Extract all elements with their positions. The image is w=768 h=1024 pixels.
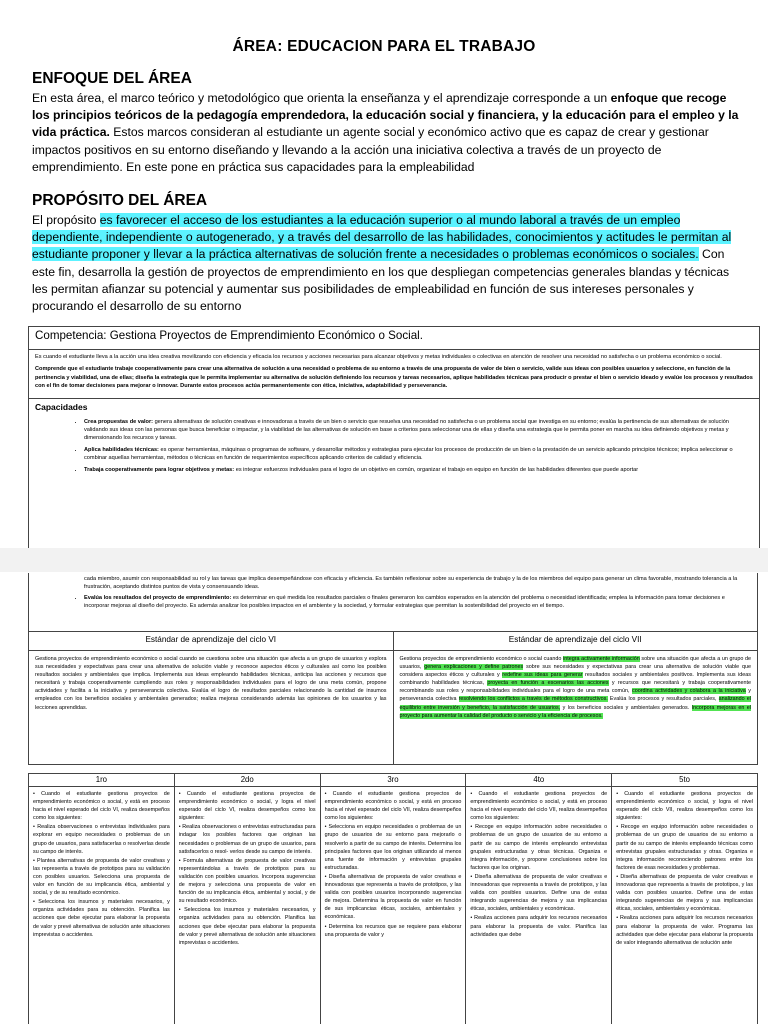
desempeno-item: • Recoge en equipo información sobre necesidades o problemas de un grupo de usuarios de su entorno a partir de su campo de interés empleando entrevistas grupales estructuradas y otras técnicas. Organiza e integra información, y propone conclusiones sobre los factores que los originan. xyxy=(470,824,608,871)
enfoque-heading: ENFOQUE DEL ÁREA xyxy=(32,70,192,87)
desempeno-item: • Cuando el estudiante gestiona proyectos de emprendimiento económico o social, y está en proceso hacia el nivel esperado del ciclo VII, realiza desempeños como los siguientes: xyxy=(470,791,608,822)
desempeno-item: • Selecciona en equipo necesidades o problemas de un grupo de usuarios de su entorno para mejorarlo o resolverlo a partir de su campo de interés. Determina los principales factores que los originan utilizando al menos una fuente de información y entrevistas grupales estructuradas. xyxy=(324,824,462,871)
highlighted-text: proyecta en función a escenarios las acciones xyxy=(487,680,609,687)
capacidad-text: genera alternativas de solución creativas e innovadoras a través de un bien o servicio que resuelva una necesidad no satisfecha o un problema social que investiga en su entorno; evalúa la pertinencia de sus alternativas de solución validando sus ideas con las personas que busca beneficiar o impactar, y la viabilidad de las alternativas de solución en base a criterios para seleccionar una de ellas y diseña una estrategia que le permita poner en marcha su idea definiendo objetivos y metas y dimensionando los recursos y tareas. xyxy=(84,418,729,442)
grade-column xyxy=(612,787,757,1024)
desempeno-item: • Cuando el estudiante gestiona proyectos de emprendimiento económico o social, y logra el nivel esperado del ciclo VII, realiza desempeños como los siguientes: xyxy=(616,791,753,822)
enfoque-intro: En esta área, el marco teórico y metodológico que orienta la enseñanza y el aprendizaje corresponde a un xyxy=(32,91,611,105)
grade-column xyxy=(175,787,321,1024)
competencia-p1: Es cuando el estudiante lleva a la acción una idea creativa movilizando con eficiencia y eficacia los recursos y acciones necesarias para alcanzar objetivos y metas individuales o colectivas en atención de resolver una necesidad no satisfecha o un problema económico o social. xyxy=(35,354,722,360)
capacidades-continuation xyxy=(28,573,758,631)
grade-header: 3ro xyxy=(321,774,467,786)
capacidad-text: es operar herramientas, máquinas o programas de software, y desarrollar métodos y estrategias para ejecutar los procesos de producción de un bien o la prestación de un servicio aplicando principios técnicos; implica seleccionar o combinar aquellas herramientas, métodos o técnicas en función de requerimientos específicos aplicando criterios de calidad y eficiencia. xyxy=(84,446,733,462)
highlighted-text: genera explicaciones y define patrones xyxy=(424,664,524,671)
standard-text: sobre sus necesidades y expectativas para crear una alternativa de solución viable que considera aspectos éticos y culturales y xyxy=(399,664,752,679)
capacidad-name: Trabaja cooperativamente para lograr objetivos y metas: xyxy=(84,466,235,473)
capacidad-item xyxy=(84,418,753,443)
desempeno-item: • Selecciona los insumos y materiales necesarios, y organiza actividades para su obtención. Planifica las acciones que debe ejecutar para elaborar la propuesta de valor y prevé alternativas de solución ante situaciones imprevistas o accidentes. xyxy=(178,907,316,946)
capacidad-name: Aplica habilidades técnicas: xyxy=(84,446,159,453)
capacidad-name: Evalúa los resultados del proyecto de emprendimiento: xyxy=(84,594,232,601)
desempeno-item: • Diseña alternativas de propuesta de valor creativas e innovadoras que representa a través de prototipos, y las valida con posibles usuarios incorporando sugerencias de mejora. Determina la propuesta de valor en función de sus implicancias éticas, sociales, ambientales y económicas. xyxy=(324,873,462,921)
competencia-description xyxy=(29,350,759,398)
desempeno-item: • Cuando el estudiante gestiona proyectos de emprendimiento económico o social, y está en proceso hacia el nivel esperado del ciclo VII, realiza desempeños como los siguientes: xyxy=(324,791,462,822)
standard-text: y recursos que necesitará y trabaja cooperativamente recombinando sus roles y responsabilidades individuales para el logro de una meta común, xyxy=(399,680,751,695)
grade-column xyxy=(466,787,612,1024)
standard-vii-text xyxy=(394,651,758,724)
standard-vi-text: Gestiona proyectos de emprendimiento económico o social cuando se cuestiona sobre una situación que afecta a un grupo de usuarios y explora sus necesidades y expectativas para crear una alternativa de solución viable y reconoce aspectos éticos y culturales así como los posibles resultados sociales y ambientales que implica. Implementa sus ideas empleando habilidades técnicas, anticipa las acciones y recursos que necesitará y trabaja cooperativamente cumpliendo sus roles y responsabilidades individuales para el logro de una meta común, propone actividades y facilita a la iniciativa y perseverancia colectiva. Evalúa el logro de resultados parciales relacionando la cantidad de insumos empleados con los beneficios sociales y ambientales generados; realiza mejoras considerando además las opiniones de los usuarios y las lecciones aprendidas. xyxy=(35,656,387,711)
standard-text: y perseverancia colectiva xyxy=(399,688,751,703)
enfoque-bold: enfoque que recoge los principios teóricos de la pedagogía emprendedora, la educación social y financiera, y la educación para el empleo y la vida práctica. xyxy=(32,91,739,140)
desempeno-item: • Diseña alternativas de propuesta de valor creativas e innovadoras que representa a través de prototipos, y las valida con posibles usuarios. Define una de estas integrando sugerencias de mejora y sus implicancias éticas, sociales, ambientales y económicas. xyxy=(470,873,608,913)
enfoque-paragraph xyxy=(32,90,740,176)
capacidad-text: es integrar esfuerzos individuales para el logro de un objetivo en común, organizar el trabajo en equipo en función de las habilidades diferentes que puede aportar xyxy=(234,466,639,473)
enfoque-rest: Estos marcos consideran al estudiante un agente social y económico activo que es capaz de crear y gestionar impactos positivos en su entorno diseñando y llevando a la acción una iniciativa colectiva a través de un proyecto de emprendimiento. En este pone en práctica sus capacidades para la empleabilidad xyxy=(32,125,709,174)
proposito-highlight: es favorecer el acceso de los estudiantes a la educación superior o al mundo laboral a través de un empleo dependiente, independiente o autogenerado, y a través del desarrollo de las habilidades, conocimientos y actitudes le permitan al estudiante proponer y llevar a la práctica alternativas de solución frente a necesidades o problemas económicos o sociales. xyxy=(32,213,732,262)
grade-desempenos xyxy=(28,787,758,1024)
standard-vii-heading: Estándar de aprendizaje del ciclo VII xyxy=(394,632,758,651)
capacidades-list xyxy=(29,416,759,474)
capacidad-item xyxy=(84,466,753,474)
competencia-box xyxy=(28,326,760,549)
standard-text: resultados sociales y ambientales positivos. Implementa sus ideas combinando habilidades técnicas, xyxy=(399,672,751,687)
standard-text: y los beneficios sociales y ambientales generados. xyxy=(560,704,692,711)
proposito-rest: Con este fin, desarrolla la gestión de proyectos de emprendimiento en los que despliegan competencias generales blandas y técnicas les permitan afianzar su potencial y aumentar sus posibilidades de empleabilidad en función de sus intereses personales y procurando el desarrollo de su entorno xyxy=(32,247,730,314)
capacidad-continuation-text xyxy=(84,575,751,592)
proposito-start: El propósito xyxy=(32,213,100,227)
desempeno-item: • Realiza observaciones o entrevistas estructuradas para indagar los posibles factores que originan las necesidades o problemas de un grupo de usuarios, para satisfacerlos o resol- verlos desde su campo de interés. xyxy=(178,824,316,855)
grade-column xyxy=(29,787,175,1024)
desempeno-item: • Realiza observaciones o entrevistas individuales para explorar en equipo necesidades o problemas de un grupo de usuarios, para satisfacerlas o resolverlas desde su campo de interés. xyxy=(33,824,170,855)
standard-text: Evalúa los procesos y resultados parciales, xyxy=(607,696,719,703)
capacidad-text: es determinar en qué medida los resultados parciales o finales generaron los cambios esperados en la atención del problema o necesidad identificada; emplea la información para tomar decisiones e incorporar mejoras al diseño del proyecto. Es además analizar los posibles impactos en el ambiente y la sociedad, y formular estrategias que permitan la sostenibilidad del proyecto en el tiempo. xyxy=(84,594,725,610)
standard-text: Gestiona proyectos de emprendimiento económico o social cuando xyxy=(399,656,563,662)
desempeno-item: • Diseña alternativas de propuesta de valor creativas e innovadoras que representa a través de prototipos, y las valida con posibles usuarios. Define una de estas integrando sugerencias de mejora y sus implicancias éticas, sociales, ambientales y económicas. xyxy=(616,873,753,913)
standard-ciclo-vi xyxy=(29,632,394,764)
capacidad-text: cada miembro, asumir con responsabilidad su rol y las tareas que implica desempeñándose con eficacia y eficiencia. Es también reflexionar sobre su experiencia de trabajo y la de los miembros del equipo para generar un clima favorable, mostrando tolerancia a la frustración, aceptando distintos puntos de vista y consensuando ideas. xyxy=(84,576,738,591)
highlighted-text: Incorpora mejoras en el proyecto para aumentar la calidad del producto o servicio y la eficiencia de procesos. xyxy=(399,704,751,719)
desempeno-item: • Determina los recursos que se requiere para elaborar una propuesta de valor y xyxy=(324,923,462,938)
page-title: ÁREA: EDUCACION PARA EL TRABAJO xyxy=(232,38,536,55)
capacidad-item xyxy=(84,594,751,611)
capacidad-item xyxy=(84,446,753,463)
grade-header: 4to xyxy=(466,774,612,786)
highlighted-text: resolviendo los conflictos a través de métodos constructivos. xyxy=(458,696,608,703)
desempeno-item: • Realiza acciones para adquirir los recursos necesarios para elaborar la propuesta de valor. Programa las actividades que debe ejecutar para elaborar la propuesta de valor integrando alternativas de solución ante xyxy=(616,915,753,946)
desempeno-item: • Cuando el estudiante gestiona proyectos de emprendimiento económico o social, y logra el nivel esperado del ciclo VI, realiza desempeños como los siguientes: xyxy=(178,791,316,822)
highlighted-text: redefine sus ideas para generar xyxy=(502,672,583,679)
standard-ciclo-vii xyxy=(394,632,758,764)
capacidades-heading: Capacidades xyxy=(29,398,759,416)
document-page-2 xyxy=(28,573,758,1024)
grade-column xyxy=(321,787,467,1024)
standard-text: sobre una situación que afecta a un grupo de usuarios, xyxy=(399,656,751,671)
desempeno-item: • Plantea alternativas de propuesta de valor creativas y las representa a través de prototipos para su validación con posibles usuarios. Selecciona una propuesta de valor en función de su implicancia ética, ambiental y social, y de su resultado económico. xyxy=(33,857,170,897)
grade-header: 5to xyxy=(679,775,690,784)
desempeno-item: • Cuando el estudiante gestiona proyectos de emprendimiento económico o social, y está en proceso hacia el nivel esperado del ciclo VI, realiza desempeños como los siguientes: xyxy=(33,791,170,822)
standards-table xyxy=(28,631,758,765)
desempeno-item: • Realiza acciones para adquirir los recursos necesarios para elaborar la propuesta de valor. Planifica las actividades que debe xyxy=(470,915,608,938)
competencia-title: Competencia: Gestiona Proyectos de Emprendimiento Económico o Social. xyxy=(29,327,759,350)
competencia-p2: Comprende que el estudiante trabaje cooperativamente para crear una alternativa de solución a una necesidad o problema de su entorno a través de una propuesta de valor de bien o servicio, valide sus ideas con posibles usuarios y seleccione, en función de la pertinencia y viabilidad, una de ellas; diseña la estrategia que le permita implementar su alternativa de solución definiendo los recursos y tareas necesarios, aplique habilidades técnicas para producir o prestar el bien o servicio ideado y evalúe los procesos y resultados con el fin de tomar decisiones para mejorar o innovar. Durante estos procesos actúa permanentemente con ética, iniciativa, adaptabilidad y perseverancia. xyxy=(35,366,753,390)
proposito-heading: PROPÓSITO DEL ÁREA xyxy=(32,192,208,209)
grade-header: 1ro xyxy=(29,774,175,786)
highlighted-text: coordina actividades y colabora a la iniciativa xyxy=(632,688,746,695)
grade-header-row xyxy=(28,773,758,787)
desempeno-item: • Recoge en equipo información sobre necesidades o problemas de un grupo de usuarios de su entorno a partir de su campo de interés empleando técnicas como entrevistas grupales estructuradas y otras. Organiza e integra información reconociendo patrones entre los factores de esas necesidades y problemas. xyxy=(616,824,753,871)
grade-header: 2do xyxy=(175,774,321,786)
desempeno-item: • Selecciona los insumos y materiales necesarios, y organiza actividades para su obtención. Planifica las acciones que debe ejecutar para elaborar la propuesta de valor y prevé alternativas de solución ante situaciones imprevistas o accidentes. xyxy=(33,899,170,938)
highlighted-text: analizando el equilibrio entre inversión y beneficio, la satisfacción de usuarios, xyxy=(399,696,751,711)
highlighted-text: integra activamente información xyxy=(563,656,640,662)
standard-vi-heading: Estándar de aprendizaje del ciclo VI xyxy=(29,632,393,651)
proposito-paragraph xyxy=(32,212,740,315)
desempeno-item: • Formula alternativas de propuesta de valor creativas representándolas a través de prototipos para su validación con posibles usuarios. Incorpora sugerencias de mejora y selecciona una propuesta de valor en función de su implicancia ética, ambiental y social, y de su resultado económico. xyxy=(178,857,316,905)
capacidad-name: Crea propuestas de valor: xyxy=(84,418,154,425)
page-break xyxy=(0,548,768,572)
